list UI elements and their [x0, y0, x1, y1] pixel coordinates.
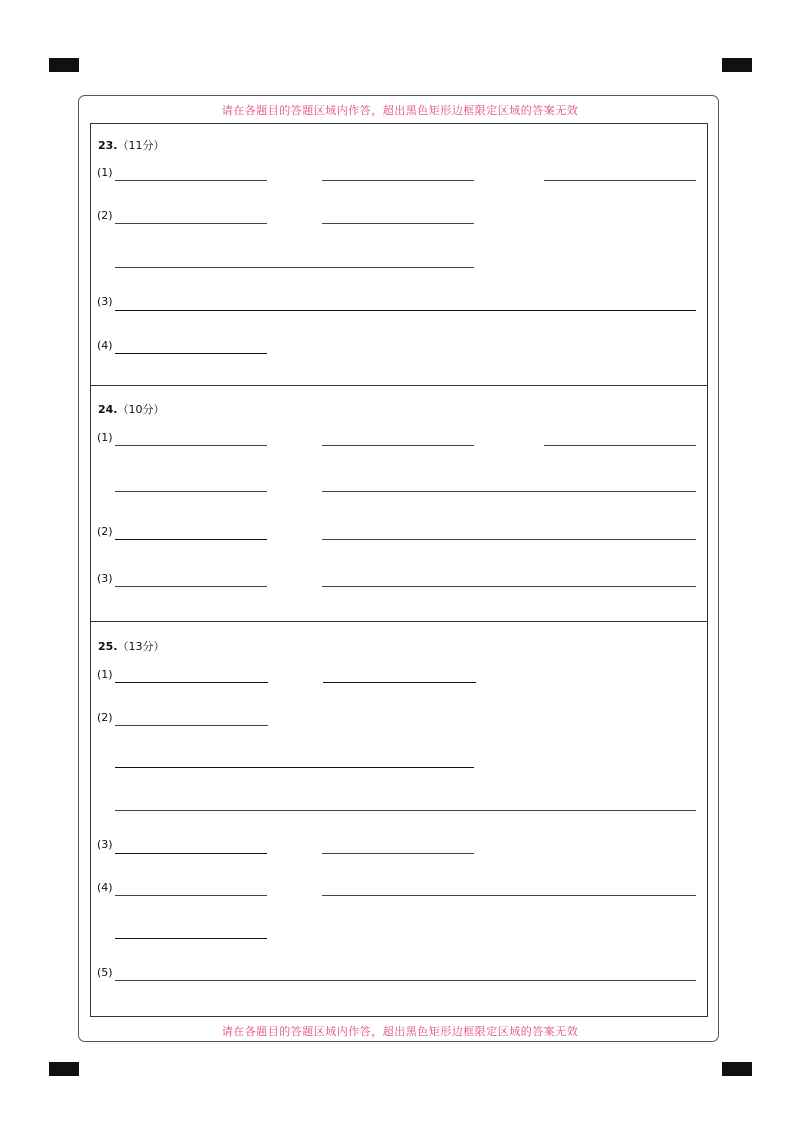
part-label: (2) — [97, 525, 113, 538]
part-label: (1) — [97, 166, 113, 179]
answer-blank[interactable] — [322, 586, 696, 587]
question-points: （13分） — [117, 640, 165, 653]
question-number: 24. — [98, 403, 118, 416]
part-label: (3) — [97, 838, 113, 851]
registration-mark-top-left — [49, 58, 79, 72]
answer-blank[interactable] — [322, 539, 696, 540]
answer-blank[interactable] — [322, 491, 696, 492]
answer-blank[interactable] — [115, 725, 268, 726]
answer-blank[interactable] — [115, 895, 267, 896]
question-points: （10分） — [117, 403, 165, 416]
question-title — [98, 638, 165, 654]
header-warning: 请在各题目的答题区域内作答，超出黑色矩形边框限定区域的答案无效 — [221, 104, 579, 117]
question-points: （11分） — [117, 139, 165, 152]
part-label: (3) — [97, 572, 113, 585]
answer-blank[interactable] — [115, 586, 267, 587]
answer-blank[interactable] — [323, 682, 476, 683]
answer-blank[interactable] — [115, 810, 696, 811]
part-label: (1) — [97, 668, 113, 681]
answer-blank[interactable] — [322, 853, 474, 854]
answer-blank[interactable] — [115, 310, 696, 311]
footer-warning: 请在各题目的答题区域内作答，超出黑色矩形边框限定区域的答案无效 — [221, 1025, 579, 1038]
answer-blank[interactable] — [322, 895, 696, 896]
part-label: (4) — [97, 339, 113, 352]
part-label: (5) — [97, 966, 113, 979]
answer-area-frame — [90, 123, 708, 1017]
answer-blank[interactable] — [115, 767, 474, 768]
part-label: (1) — [97, 431, 113, 444]
question-title — [98, 401, 165, 417]
question-number: 25. — [98, 640, 118, 653]
answer-blank[interactable] — [115, 980, 696, 981]
section-divider — [90, 621, 708, 622]
answer-blank[interactable] — [115, 180, 267, 181]
answer-blank[interactable] — [115, 223, 267, 224]
answer-blank[interactable] — [322, 223, 474, 224]
answer-blank[interactable] — [115, 938, 267, 939]
answer-blank[interactable] — [115, 853, 267, 854]
answer-blank[interactable] — [115, 445, 267, 446]
question-number: 23. — [98, 139, 118, 152]
answer-blank[interactable] — [115, 353, 267, 354]
section-divider — [90, 385, 708, 386]
part-label: (3) — [97, 295, 113, 308]
question-title — [98, 137, 165, 153]
part-label: (4) — [97, 881, 113, 894]
part-label: (2) — [97, 209, 113, 222]
answer-blank[interactable] — [544, 445, 696, 446]
answer-blank[interactable] — [115, 267, 474, 268]
answer-blank[interactable] — [115, 682, 268, 683]
registration-mark-bottom-right — [722, 1062, 752, 1076]
answer-blank[interactable] — [322, 180, 474, 181]
answer-blank[interactable] — [115, 539, 267, 540]
part-label: (2) — [97, 711, 113, 724]
answer-blank[interactable] — [115, 491, 267, 492]
answer-blank[interactable] — [322, 445, 474, 446]
answer-blank[interactable] — [544, 180, 696, 181]
registration-mark-top-right — [722, 58, 752, 72]
registration-mark-bottom-left — [49, 1062, 79, 1076]
